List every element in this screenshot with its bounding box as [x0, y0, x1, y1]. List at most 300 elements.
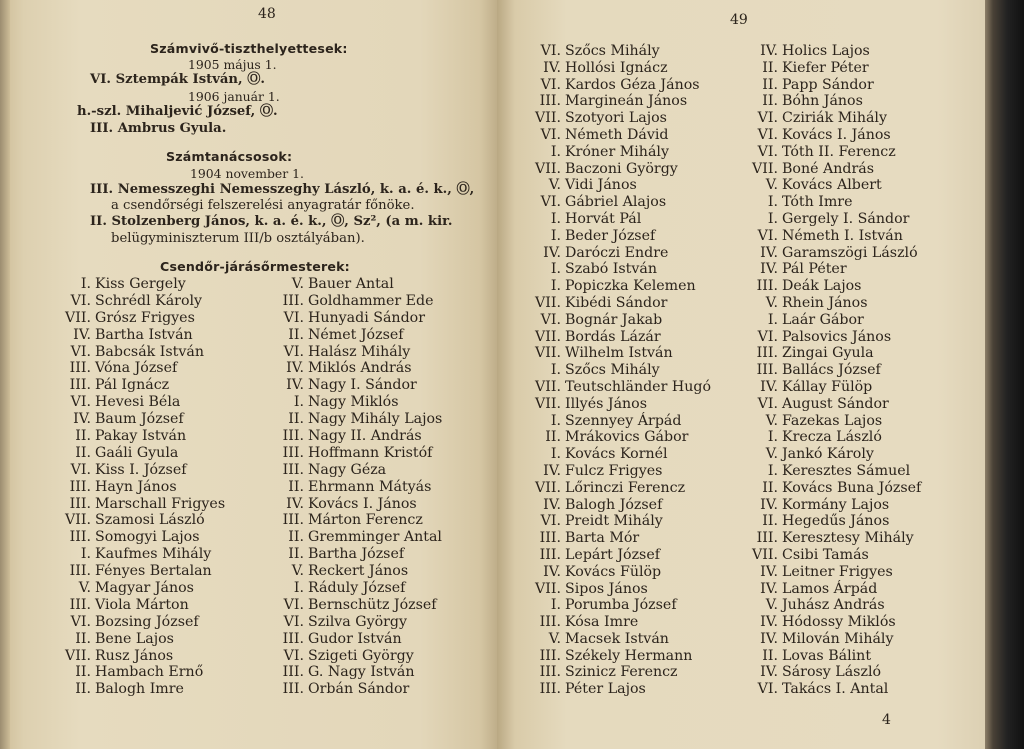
person-name: Leitner Frigyes	[782, 563, 893, 580]
rank-label: VI.	[757, 126, 778, 143]
person-name: Bognár Jakab	[565, 311, 663, 328]
person-name: Fényes Bertalan	[95, 563, 212, 580]
rank-label: I.	[767, 194, 778, 211]
list-item	[767, 462, 921, 480]
person-name: Nagy Mihály Lajos	[308, 411, 443, 428]
rank-label: VII.	[535, 395, 561, 412]
rank-label: V.	[291, 276, 304, 292]
list-item	[550, 278, 711, 295]
rank-label: VI.	[540, 194, 561, 211]
name-column-right-2	[752, 43, 922, 698]
list-item	[539, 681, 711, 698]
section-heading-csendor: Csendőr-járásőrmesterek:	[160, 259, 350, 274]
list-item	[760, 563, 921, 581]
person-name: Gudor István	[308, 630, 402, 647]
rank-label: VI.	[283, 596, 304, 613]
name-column-right-1	[535, 43, 711, 698]
person-name: Schrédl Károly	[95, 292, 203, 309]
list-item	[283, 647, 442, 665]
date-line: 1905 május 1.	[188, 57, 277, 72]
person-name: Bozsing József	[95, 613, 199, 630]
person-name: Szőcs Mihály	[565, 362, 660, 379]
person-name: Szabó István	[565, 261, 657, 278]
list-item	[539, 546, 711, 564]
list-item	[288, 411, 443, 428]
right-page-edge	[985, 0, 1024, 749]
list-item	[75, 444, 225, 462]
list-item	[545, 429, 711, 446]
list-item	[760, 496, 921, 514]
list-item	[550, 261, 711, 278]
rank-label: V.	[765, 177, 778, 194]
person-name: Kovács Fülöp	[565, 563, 662, 580]
rank-label: II.	[762, 479, 778, 496]
person-name: Pakay István	[95, 428, 187, 445]
entry-line: II. Stolzenberg János, k. a. é. k., Ⓞ, Sz², (a m. kir.	[90, 214, 453, 229]
list-item	[765, 294, 921, 312]
rank-label: V.	[765, 446, 778, 463]
rank-label: VI.	[70, 292, 91, 309]
rank-label: VI.	[757, 681, 778, 698]
section-heading-szamtanacsosok: Számtanácsosok:	[166, 149, 293, 164]
rank-label: III.	[282, 664, 304, 681]
list-item	[69, 495, 226, 513]
rank-label: II.	[75, 664, 91, 681]
person-name: Szamosi László	[95, 512, 205, 529]
rank-label: IV.	[760, 244, 778, 261]
person-name: Kaufmes Mihály	[95, 546, 212, 563]
list-item	[550, 143, 711, 161]
list-item	[548, 177, 711, 194]
rank-label: I.	[80, 546, 91, 563]
rank-label: III.	[69, 377, 91, 394]
person-name: Orbán Sándor	[308, 681, 410, 698]
person-name: Palsovics János	[782, 328, 892, 345]
rank-label: II.	[762, 93, 778, 110]
rank-label: IV.	[760, 378, 778, 395]
list-item	[69, 563, 225, 580]
person-name: Horvát Pál	[565, 210, 642, 227]
list-item	[756, 278, 921, 295]
rank-label: IV.	[760, 630, 778, 647]
person-name: Fulcz Frigyes	[565, 462, 663, 479]
rank-label: IV.	[760, 43, 778, 59]
person-name: Boné András	[782, 160, 874, 177]
person-name: Laár Gábor	[782, 311, 864, 328]
person-name: Hódossy Miklós	[782, 614, 896, 631]
rank-label: VI.	[70, 613, 91, 630]
person-name: Nagy Géza	[308, 461, 387, 478]
list-item	[70, 613, 225, 631]
list-item	[760, 261, 921, 278]
rank-label: II.	[75, 428, 91, 445]
rank-label: VI.	[757, 395, 778, 412]
rank-label: III.	[282, 444, 304, 461]
list-item	[767, 194, 921, 211]
rank-label: I.	[550, 210, 561, 227]
person-name: Németh Dávid	[565, 126, 669, 143]
list-item	[73, 411, 225, 428]
person-name: Kállay Fülöp	[782, 378, 873, 395]
list-item	[70, 343, 225, 361]
person-name: Zingai Gyula	[782, 345, 874, 362]
list-item	[283, 343, 442, 361]
list-item	[765, 177, 921, 194]
list-item	[539, 93, 711, 110]
rank-label: III.	[539, 93, 561, 110]
person-name: Székely Hermann	[565, 647, 693, 664]
person-name: Lőrinczi Ferencz	[565, 479, 686, 496]
rank-label: III.	[756, 345, 778, 362]
list-item	[535, 345, 711, 362]
rank-label: II.	[75, 681, 91, 698]
rank-label: VII.	[65, 647, 91, 664]
person-name: Margineán János	[565, 93, 688, 110]
rank-label: I.	[550, 412, 561, 429]
list-item	[543, 496, 711, 514]
person-name: Preidt Mihály	[565, 513, 663, 530]
list-item	[550, 362, 711, 379]
list-item	[760, 43, 921, 60]
list-item	[540, 311, 711, 329]
rank-label: IV.	[760, 614, 778, 631]
list-item	[543, 563, 711, 581]
person-name: Fazekas Lajos	[782, 412, 883, 429]
rank-label: I.	[550, 261, 561, 278]
rank-label: IV.	[543, 59, 561, 76]
entry-line: III. Nemesszeghi Nemesszeghy László, k. a. é. k., Ⓞ,	[90, 182, 475, 197]
rank-label: II.	[288, 529, 304, 546]
rank-label: IV.	[760, 580, 778, 597]
rank-label: III.	[69, 478, 91, 495]
list-item	[539, 530, 711, 547]
list-item	[282, 664, 442, 681]
list-item	[69, 360, 225, 377]
list-item	[70, 292, 225, 310]
list-item	[283, 309, 442, 327]
person-name: Beder József	[565, 227, 656, 244]
person-name: Keresztesy Mihály	[782, 530, 914, 547]
person-name: Márton Ferencz	[308, 512, 423, 529]
person-name: Tóth II. Ferencz	[782, 143, 896, 160]
person-name: Ballács József	[782, 362, 881, 379]
person-name: Kovács Kornél	[565, 446, 668, 463]
list-item	[535, 328, 711, 346]
person-name: Ráduly József	[308, 580, 406, 597]
section-heading-szamvivo: Számvivő-tiszthelyettesek:	[150, 41, 348, 56]
person-name: Gaáli Gyula	[95, 444, 179, 461]
person-name: Rhein János	[782, 294, 868, 311]
rank-label: VI.	[540, 513, 561, 530]
rank-label: IV.	[73, 411, 91, 428]
rank-label: II.	[75, 444, 91, 461]
right-page	[497, 0, 985, 749]
list-item	[535, 160, 711, 178]
rank-label: VII.	[535, 328, 561, 345]
date-line: 1904 november 1.	[190, 166, 304, 181]
person-name: Kósa Imre	[565, 614, 639, 631]
list-item	[535, 479, 711, 497]
person-name: Kovács Albert	[782, 177, 882, 194]
person-name: Somogyi Lajos	[95, 529, 200, 546]
list-item	[762, 513, 921, 530]
rank-label: III.	[282, 512, 304, 529]
person-name: August Sándor	[782, 395, 889, 412]
rank-label: II.	[288, 326, 304, 343]
list-item	[75, 681, 225, 698]
person-name: Cziriák Mihály	[782, 110, 887, 127]
list-item	[756, 362, 921, 379]
rank-label: VI.	[540, 311, 561, 328]
entry-line: a csendőrségi felszerelési anyagratár főnöke.	[111, 198, 415, 213]
list-item	[540, 43, 711, 60]
person-name: Halász Mihály	[308, 343, 411, 360]
rank-label: III.	[539, 530, 561, 547]
rank-label: IV.	[760, 563, 778, 580]
list-item	[69, 529, 225, 546]
rank-label: I.	[550, 446, 561, 463]
person-name: Popiczka Kelemen	[565, 278, 696, 295]
list-item	[756, 530, 921, 547]
list-item	[757, 328, 921, 346]
rank-label: I.	[80, 276, 91, 292]
person-name: Hollósi Ignácz	[565, 59, 668, 76]
list-item	[767, 429, 921, 446]
list-item	[291, 276, 442, 293]
list-item	[760, 378, 921, 396]
person-name: Viola Márton	[95, 596, 189, 613]
rank-label: I.	[293, 580, 304, 597]
person-name: Lepárt József	[565, 546, 660, 563]
list-item	[760, 244, 921, 262]
list-item	[762, 76, 921, 94]
person-name: Reckert János	[308, 563, 409, 580]
rank-label: IV.	[543, 563, 561, 580]
person-name: Gábriel Alajos	[565, 194, 667, 211]
rank-label: VI.	[540, 76, 561, 93]
person-name: Bene Lajos	[95, 630, 174, 647]
rank-label: VI.	[70, 343, 91, 360]
list-item	[75, 664, 225, 681]
list-item	[752, 546, 921, 564]
rank-label: VI.	[70, 461, 91, 478]
person-name: Daróczi Endre	[565, 244, 669, 261]
entry-line: belügyminiszterum III/b osztályában).	[111, 231, 365, 246]
list-item	[535, 294, 711, 312]
person-name: Takács I. Antal	[782, 681, 889, 698]
person-name: Miklós András	[308, 360, 412, 377]
rank-label: I.	[767, 462, 778, 479]
rank-label: V.	[291, 563, 304, 580]
person-name: Pál Ignácz	[95, 377, 170, 394]
name-column-left-1	[65, 276, 226, 698]
person-name: Hevesi Béla	[95, 394, 181, 411]
list-item	[539, 647, 711, 665]
left-page	[0, 0, 497, 749]
list-item	[550, 446, 711, 463]
list-item	[540, 194, 711, 211]
person-name: Balogh Imre	[95, 681, 184, 698]
list-item	[760, 664, 921, 681]
list-item	[70, 394, 225, 411]
rank-label: VII.	[535, 345, 561, 362]
person-name: Ehrmann Mátyás	[308, 478, 432, 495]
list-item	[765, 412, 921, 430]
person-name: Baum József	[95, 411, 184, 428]
rank-label: III.	[69, 495, 91, 512]
list-item	[543, 244, 711, 262]
person-name: Kiefer Péter	[782, 59, 869, 76]
list-item	[286, 495, 442, 513]
list-item	[535, 378, 711, 396]
rank-label: IV.	[286, 360, 304, 377]
person-name: Teutschländer Hugó	[565, 378, 711, 395]
rank-label: VII.	[65, 512, 91, 529]
rank-label: III.	[539, 681, 561, 698]
entry-line: VI. Sztempák István, Ⓞ.	[90, 72, 265, 87]
list-item	[540, 513, 711, 530]
rank-label: IV.	[543, 496, 561, 513]
rank-label: IV.	[286, 377, 304, 394]
list-item	[540, 76, 711, 94]
rank-label: III.	[539, 647, 561, 664]
list-item	[65, 309, 225, 327]
list-item	[757, 227, 921, 245]
rank-label: VII.	[535, 378, 561, 395]
rank-label: IV.	[543, 244, 561, 261]
person-name: Hambach Ernő	[95, 664, 204, 681]
rank-label: III.	[69, 529, 91, 546]
entry-line: h.-szl. Mihaljević József, Ⓞ.	[77, 104, 278, 119]
person-name: Szőcs Mihály	[565, 43, 660, 59]
person-name: Marschall Frigyes	[95, 495, 226, 512]
person-name: Rusz János	[95, 647, 174, 664]
entry-line: III. Ambrus Gyula.	[90, 121, 227, 136]
list-item	[760, 614, 921, 631]
person-name: Macsek István	[565, 630, 669, 647]
rank-label: VI.	[540, 126, 561, 143]
list-item	[762, 93, 921, 110]
rank-label: VII.	[535, 294, 561, 311]
person-name: Króner Mihály	[565, 143, 669, 160]
person-name: Bartha István	[95, 326, 193, 343]
person-name: Wilhelm István	[565, 345, 673, 362]
list-item	[535, 580, 711, 598]
list-item	[65, 512, 225, 529]
rank-label: III.	[282, 630, 304, 647]
person-name: Deák Lajos	[782, 278, 862, 295]
person-name: Bordás Lázár	[565, 328, 661, 345]
list-item	[283, 596, 442, 614]
person-name: Bernschütz József	[308, 596, 437, 613]
rank-label: VII.	[65, 309, 91, 326]
rank-label: IV.	[760, 664, 778, 681]
person-name: Goldhammer Ede	[308, 292, 434, 309]
person-name: Bóhn János	[782, 93, 863, 110]
person-name: Keresztes Sámuel	[782, 462, 911, 479]
rank-label: III.	[282, 681, 304, 698]
list-item	[282, 444, 442, 462]
date-line: 1906 január 1.	[188, 89, 280, 104]
rank-label: VII.	[752, 546, 778, 563]
rank-label: II.	[762, 647, 778, 664]
rank-label: IV.	[543, 462, 561, 479]
list-item	[75, 428, 225, 445]
rank-label: I.	[550, 227, 561, 244]
rank-label: V.	[765, 294, 778, 311]
person-name: Kovács I. János	[782, 126, 891, 143]
person-name: Hegedűs János	[782, 513, 890, 530]
list-item	[765, 446, 921, 463]
person-name: Hayn János	[95, 478, 177, 495]
person-name: Hunyadi Sándor	[308, 309, 425, 326]
rank-label: V.	[548, 630, 561, 647]
list-item	[762, 479, 922, 497]
list-item	[535, 110, 711, 127]
rank-label: I.	[767, 429, 778, 446]
rank-label: V.	[765, 597, 778, 614]
person-name: Lamos Árpád	[782, 580, 878, 597]
list-item	[69, 596, 225, 614]
rank-label: IV.	[286, 495, 304, 512]
rank-label: III.	[539, 614, 561, 631]
list-item	[543, 462, 711, 480]
person-name: Kiss Gergely	[95, 276, 186, 292]
person-name: Hoffmann Kristóf	[308, 444, 433, 461]
person-name: Garamszögi László	[782, 244, 918, 261]
person-name: Sárosy László	[782, 664, 882, 681]
person-name: Vidi János	[565, 177, 637, 194]
list-item	[69, 478, 225, 496]
person-name: Milován Mihály	[782, 630, 894, 647]
rank-label: VII.	[535, 479, 561, 496]
page-number-left: 48	[258, 6, 276, 22]
person-name: Magyar János	[95, 580, 194, 597]
rank-label: VI.	[70, 394, 91, 411]
list-item	[757, 143, 921, 161]
person-name: Kiss I. József	[95, 461, 187, 478]
person-name: Kovács Buna József	[782, 479, 922, 496]
person-name: Német József	[308, 326, 404, 343]
person-name: Szinicz Ferencz	[565, 664, 678, 681]
rank-label: I.	[293, 394, 304, 411]
list-item	[767, 311, 921, 329]
rank-label: III.	[756, 362, 778, 379]
rank-label: II.	[288, 478, 304, 495]
person-name: Kormány Lajos	[782, 496, 890, 513]
left-page-edge	[0, 0, 10, 749]
list-item	[548, 630, 711, 648]
rank-label: VI.	[283, 343, 304, 360]
rank-label: IV.	[760, 261, 778, 278]
person-name: Papp Sándor	[782, 76, 874, 93]
list-item	[550, 227, 711, 245]
rank-label: I.	[550, 278, 561, 295]
list-item	[540, 126, 711, 144]
list-item	[78, 580, 225, 597]
list-item	[286, 360, 442, 377]
person-name: Jankó Károly	[782, 446, 874, 463]
rank-label: II.	[288, 411, 304, 428]
list-item	[539, 664, 711, 681]
list-item	[291, 563, 442, 580]
person-name: Babcsák István	[95, 343, 204, 360]
rank-label: IV.	[760, 496, 778, 513]
person-name: Sipos János	[565, 580, 648, 597]
list-item	[283, 613, 442, 631]
list-item	[288, 478, 442, 496]
list-item	[767, 210, 921, 228]
